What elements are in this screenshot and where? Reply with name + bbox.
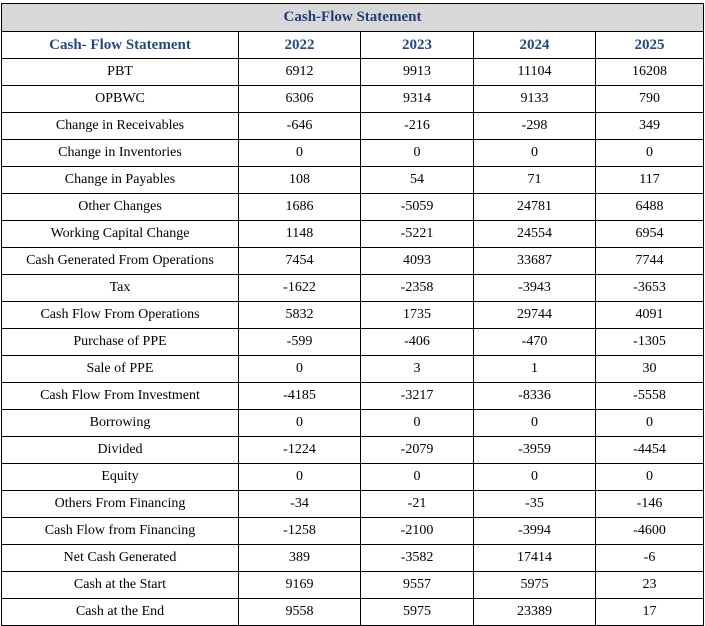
row-value: 9913 [361, 59, 474, 86]
row-value: -1622 [239, 275, 361, 302]
row-label: Cash at the End [2, 599, 239, 626]
row-value: 9133 [474, 86, 596, 113]
row-value: -4454 [596, 437, 704, 464]
row-value: 5832 [239, 302, 361, 329]
row-value: 5975 [474, 572, 596, 599]
row-value: -2079 [361, 437, 474, 464]
row-value: 117 [596, 167, 704, 194]
row-value: 4091 [596, 302, 704, 329]
row-value: -3994 [474, 518, 596, 545]
row-label: Other Changes [2, 194, 239, 221]
row-value: 24554 [474, 221, 596, 248]
row-value: 1 [474, 356, 596, 383]
row-label: Cash Generated From Operations [2, 248, 239, 275]
row-value: 71 [474, 167, 596, 194]
row-value: -6 [596, 545, 704, 572]
row-value: -2100 [361, 518, 474, 545]
row-value: -298 [474, 113, 596, 140]
row-value: 0 [239, 140, 361, 167]
row-value: -599 [239, 329, 361, 356]
row-value: -470 [474, 329, 596, 356]
row-value: -8336 [474, 383, 596, 410]
table-row [2, 464, 704, 491]
table-row [2, 194, 704, 221]
table-row [2, 437, 704, 464]
table-row [2, 113, 704, 140]
row-value: 30 [596, 356, 704, 383]
row-value: -646 [239, 113, 361, 140]
table-row [2, 491, 704, 518]
row-value: 1686 [239, 194, 361, 221]
header-year-2022: 2022 [239, 32, 361, 59]
header-year-2025: 2025 [596, 32, 704, 59]
row-value: -406 [361, 329, 474, 356]
row-label: Change in Inventories [2, 140, 239, 167]
row-value: -3959 [474, 437, 596, 464]
row-value: 108 [239, 167, 361, 194]
row-value: 0 [596, 464, 704, 491]
row-value: -35 [474, 491, 596, 518]
row-label: Working Capital Change [2, 221, 239, 248]
row-value: 29744 [474, 302, 596, 329]
row-value: 16208 [596, 59, 704, 86]
row-label: Tax [2, 275, 239, 302]
row-value: -5221 [361, 221, 474, 248]
row-value: -5059 [361, 194, 474, 221]
header-label: Cash- Flow Statement [2, 32, 239, 59]
row-value: 9314 [361, 86, 474, 113]
table-row [2, 518, 704, 545]
row-label: Sale of PPE [2, 356, 239, 383]
table-row [2, 545, 704, 572]
row-label: OPBWC [2, 86, 239, 113]
row-value: -3582 [361, 545, 474, 572]
row-value: -3943 [474, 275, 596, 302]
table-row [2, 410, 704, 437]
row-value: -21 [361, 491, 474, 518]
row-label: Cash Flow From Investment [2, 383, 239, 410]
table-row [2, 140, 704, 167]
row-value: 11104 [474, 59, 596, 86]
row-value: 1735 [361, 302, 474, 329]
row-value: 6912 [239, 59, 361, 86]
row-label: Change in Payables [2, 167, 239, 194]
row-value: 7744 [596, 248, 704, 275]
row-value: -1224 [239, 437, 361, 464]
cash-flow-table-container [1, 3, 703, 626]
row-value: -4185 [239, 383, 361, 410]
row-label: Cash Flow from Financing [2, 518, 239, 545]
row-value: 17414 [474, 545, 596, 572]
row-value: 6488 [596, 194, 704, 221]
row-value: 6306 [239, 86, 361, 113]
row-value: 0 [596, 140, 704, 167]
row-value: -4600 [596, 518, 704, 545]
row-value: 0 [239, 410, 361, 437]
row-value: 9169 [239, 572, 361, 599]
row-value: 0 [474, 464, 596, 491]
row-value: 5975 [361, 599, 474, 626]
row-value: 349 [596, 113, 704, 140]
row-value: 0 [361, 464, 474, 491]
row-value: 4093 [361, 248, 474, 275]
row-value: 33687 [474, 248, 596, 275]
row-label: Others From Financing [2, 491, 239, 518]
table-row [2, 356, 704, 383]
row-label: Purchase of PPE [2, 329, 239, 356]
table-row [2, 167, 704, 194]
row-value: 3 [361, 356, 474, 383]
row-value: 0 [361, 410, 474, 437]
row-value: 9558 [239, 599, 361, 626]
table-row [2, 572, 704, 599]
row-value: 54 [361, 167, 474, 194]
row-value: 0 [474, 140, 596, 167]
row-value: 790 [596, 86, 704, 113]
table-row [2, 86, 704, 113]
row-value: 0 [361, 140, 474, 167]
row-value: -146 [596, 491, 704, 518]
row-value: 0 [474, 410, 596, 437]
header-year-2023: 2023 [361, 32, 474, 59]
table-row [2, 221, 704, 248]
row-value: -5558 [596, 383, 704, 410]
row-label: Cash Flow From Operations [2, 302, 239, 329]
row-value: 0 [239, 356, 361, 383]
row-value: 17 [596, 599, 704, 626]
row-value: -1305 [596, 329, 704, 356]
row-value: 0 [596, 410, 704, 437]
row-value: 7454 [239, 248, 361, 275]
row-value: 23 [596, 572, 704, 599]
table-row [2, 275, 704, 302]
table-title: Cash-Flow Statement [2, 4, 704, 32]
row-label: Borrowing [2, 410, 239, 437]
row-value: 23389 [474, 599, 596, 626]
row-value: -3217 [361, 383, 474, 410]
cash-flow-table [1, 3, 704, 626]
table-body [2, 59, 704, 626]
row-value: -34 [239, 491, 361, 518]
table-row [2, 383, 704, 410]
table-row [2, 59, 704, 86]
row-value: -216 [361, 113, 474, 140]
row-label: PBT [2, 59, 239, 86]
row-value: 0 [239, 464, 361, 491]
row-value: 24781 [474, 194, 596, 221]
row-value: 9557 [361, 572, 474, 599]
row-value: -2358 [361, 275, 474, 302]
table-row [2, 248, 704, 275]
row-label: Net Cash Generated [2, 545, 239, 572]
row-value: 1148 [239, 221, 361, 248]
row-label: Change in Receivables [2, 113, 239, 140]
table-row [2, 329, 704, 356]
header-year-2024: 2024 [474, 32, 596, 59]
table-row [2, 302, 704, 329]
row-label: Cash at the Start [2, 572, 239, 599]
row-label: Divided [2, 437, 239, 464]
row-label: Equity [2, 464, 239, 491]
row-value: 6954 [596, 221, 704, 248]
header-row [2, 32, 704, 59]
row-value: -1258 [239, 518, 361, 545]
row-value: -3653 [596, 275, 704, 302]
table-row [2, 599, 704, 626]
row-value: 389 [239, 545, 361, 572]
